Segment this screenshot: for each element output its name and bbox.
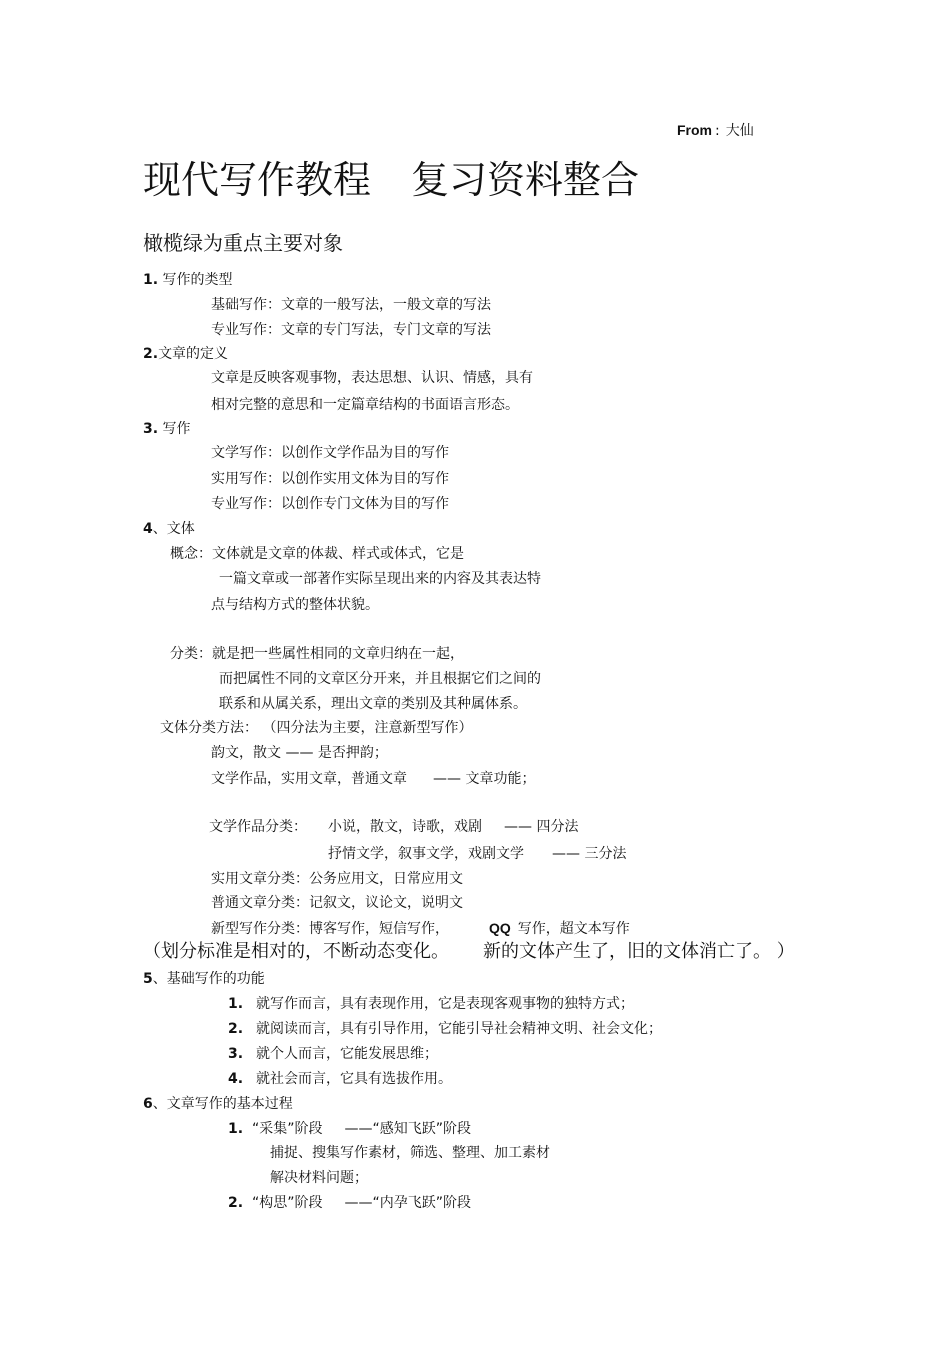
s4-new-types [211, 919, 630, 938]
list-item [228, 995, 634, 1013]
author-line [677, 121, 754, 140]
s6-item-1-stage: “采集”阶段 [252, 1121, 323, 1137]
s3-line-1: 文学写作：以创作文学作品为目的写作 [211, 445, 449, 461]
s3-line-2: 实用写作：以创作实用文体为目的写作 [211, 471, 449, 487]
s4-class-3: 联系和从属关系，理出文章的类别及其种属体系。 [219, 696, 527, 712]
s4-lit-1-left: 小说，散文，诗歌，戏剧 [328, 819, 482, 835]
s1-line-2: 专业写作：文章的专门写法，专门文章的写法 [211, 322, 491, 338]
s4-lit-2-right: —— 三分法 [552, 846, 627, 862]
list-item [228, 1070, 452, 1088]
s4-lit-2-left: 抒情文学，叙事文学，戏剧文学 [328, 846, 524, 862]
from-label: From [677, 122, 712, 138]
s2-line-1: 文章是反映客观事物，表达思想、认识、情感，具有 [211, 370, 533, 386]
section-2-number: 2. [143, 346, 159, 362]
s2-line-2: 相对完整的意思和一定篇章结构的书面语言形态。 [211, 397, 519, 413]
s6-item-1-desc-2: 解决材料问题； [270, 1170, 368, 1186]
title-part-1: 现代写作教程 [143, 158, 372, 202]
section-3-title: 写作 [162, 421, 191, 437]
page-title [143, 156, 639, 204]
list-item-text: 就个人而言，它能发展思维； [256, 1046, 438, 1062]
s4-concept-1: 概念：文体就是文章的体裁、样式或体式，它是 [170, 546, 464, 562]
s4-method-2 [211, 770, 535, 788]
s4-practical: 实用文章分类：公务应用文，日常应用文 [211, 871, 463, 887]
s6-item-2-stage: “构思”阶段 [252, 1195, 323, 1211]
page-subtitle: 橄榄绿为重点主要对象 [143, 231, 343, 255]
s6-item-1-leap: ——“感知飞跃”阶段 [344, 1121, 472, 1137]
s4-new-qq: QQ [489, 920, 511, 936]
s1-line-1: 基础写作：文章的一般写法，一般文章的写法 [211, 297, 491, 313]
list-item-number: 3. [228, 1046, 244, 1062]
section-6-title: 、文章写作的基本过程 [152, 1096, 293, 1112]
section-6-number: 6 [143, 1096, 153, 1112]
s4-class-1: 分类：就是把一些属性相同的文章归纳在一起， [170, 646, 464, 662]
s6-item-1 [228, 1120, 471, 1138]
s6-item-1-number: 1. [228, 1121, 244, 1137]
list-item-text: 就写作而言，具有表现作用，它是表现客观事物的独特方式； [256, 996, 634, 1012]
section-3-number: 3. [143, 421, 159, 437]
section-4-number: 4 [143, 521, 153, 537]
section-6-heading [143, 1095, 293, 1113]
section-1-title: 写作的类型 [162, 272, 233, 288]
list-item-number: 2. [228, 1021, 244, 1037]
s4-concept-3: 点与结构方式的整体状貌。 [211, 597, 379, 613]
section-2-heading [143, 345, 228, 363]
list-item-text: 就阅读而言，具有引导作用，它能引导社会精神文明、社会文化； [256, 1021, 662, 1037]
s4-lit-label: 文学作品分类： [209, 819, 307, 835]
s4-method-2-right: —— 文章功能； [433, 771, 536, 787]
s3-line-3: 专业写作：以创作专门文体为目的写作 [211, 496, 449, 512]
s4-ordinary: 普通文章分类：记叙文，议论文，说明文 [211, 895, 463, 911]
list-item-number: 1. [228, 996, 244, 1012]
section-5-number: 5 [143, 971, 153, 987]
s4-new-left: 新型写作分类：博客写作，短信写作， [211, 921, 449, 937]
section-4-title: 、文体 [152, 521, 195, 537]
s4-class-2: 而把属性不同的文章区分开来，并且根据它们之间的 [219, 671, 541, 687]
list-item [228, 1020, 662, 1038]
section-1-heading [143, 271, 233, 289]
s4-lit-1-right: —— 四分法 [504, 819, 579, 835]
list-item-number: 4. [228, 1071, 244, 1087]
title-part-2: 复习资料整合 [411, 158, 640, 202]
s4-concept-2: 一篇文章或一部著作实际呈现出来的内容及其表达特 [219, 571, 541, 587]
section-5-heading [143, 970, 265, 988]
s4-note [143, 941, 795, 963]
from-separator: : [715, 123, 720, 139]
s4-new-right: 写作，超文本写作 [517, 921, 630, 937]
s4-lit-2 [328, 845, 626, 863]
s4-lit-1 [328, 818, 578, 836]
author-name: 大仙 [725, 123, 754, 139]
section-1-number: 1. [143, 272, 159, 288]
list-item-text: 就社会而言，它具有选拔作用。 [256, 1071, 452, 1087]
s4-method-2-left: 文学作品，实用文章，普通文章 [211, 771, 407, 787]
s6-item-2-number: 2. [228, 1195, 244, 1211]
s4-note-left: （划分标准是相对的，不断动态变化。 [143, 941, 449, 962]
section-3-heading [143, 420, 191, 438]
section-4-heading [143, 520, 195, 538]
s6-item-2-leap: ——“内孕飞跃”阶段 [344, 1195, 472, 1211]
section-5-title: 、基础写作的功能 [152, 971, 265, 987]
s6-item-1-desc-1: 捕捉、搜集写作素材，筛选、整理、加工素材 [270, 1145, 550, 1161]
s6-item-2 [228, 1194, 471, 1212]
s4-note-right: 新的文体产生了，旧的文体消亡了。 ） [483, 941, 795, 962]
s4-method-1: 韵文，散文 —— 是否押韵； [211, 745, 388, 761]
s4-method: 文体分类方法： （四分法为主要，注意新型写作） [160, 720, 473, 736]
section-2-title: 文章的定义 [158, 346, 229, 362]
list-item [228, 1045, 438, 1063]
